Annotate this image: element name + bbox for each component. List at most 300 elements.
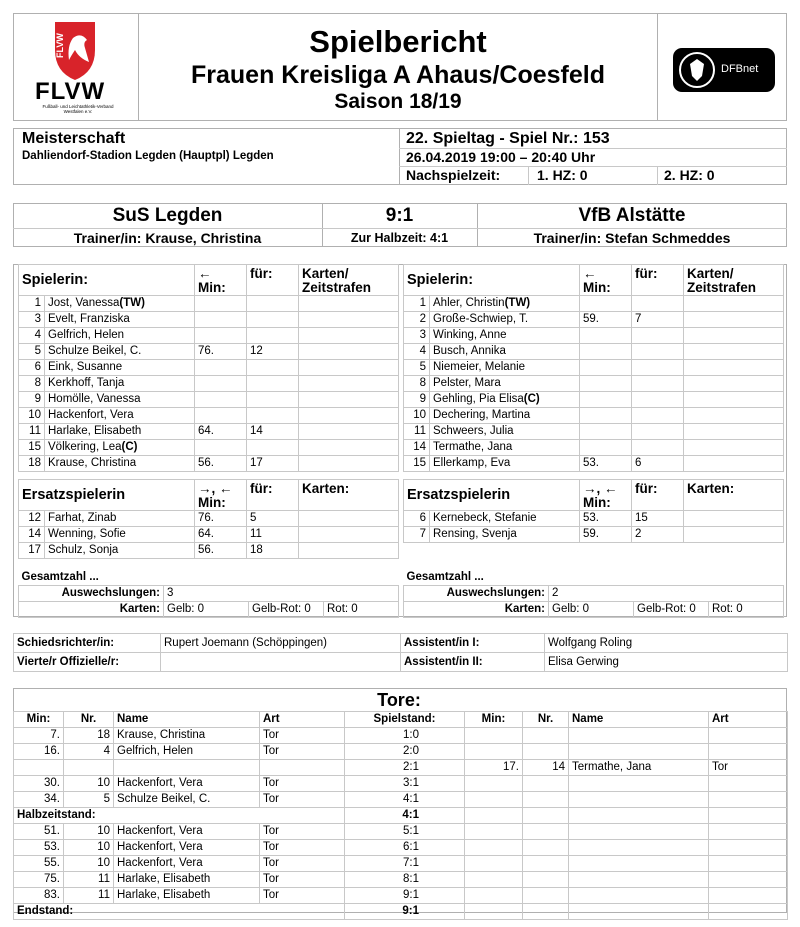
match-venue: Dahliendorf-Stadion Legden (Hauptpl) Legden (22, 150, 274, 162)
table-row (19, 456, 399, 472)
cards (299, 360, 399, 376)
player-number: 8 (404, 376, 430, 392)
player-number: 11 (19, 424, 45, 440)
goal-type: Tor (260, 824, 345, 840)
cards (299, 456, 399, 472)
cards (299, 392, 399, 408)
away-header-player: Spielerin: (404, 265, 580, 296)
sub-for: 15 (632, 511, 684, 527)
goal-number (523, 824, 569, 840)
player-name (45, 328, 195, 344)
subs-count-label: Auswechslungen: (404, 586, 549, 602)
cards (684, 392, 784, 408)
totals-label: Gesamtzahl ... (21, 571, 99, 583)
player-name (45, 376, 195, 392)
table-row (404, 312, 784, 328)
table-row (14, 824, 788, 840)
match-info-vline1 (528, 166, 529, 185)
away-subs-header-min: →, ← Min: (580, 480, 632, 511)
goal-number (64, 760, 114, 776)
goal-minute (465, 744, 523, 760)
subs-count-label: Auswechslungen: (19, 586, 164, 602)
home-header-min: ← Min: (195, 265, 247, 296)
player-name (430, 456, 580, 472)
away-totals-table (403, 570, 784, 618)
totals-label: Gesamtzahl ... (406, 571, 484, 583)
sub-minute (195, 408, 247, 424)
sub-minute: 59. (580, 527, 632, 543)
sub-minute (580, 440, 632, 456)
fourth-official-name (161, 653, 401, 672)
player-number: 11 (404, 424, 430, 440)
player-name (430, 376, 580, 392)
player-name-text: Jost, Vanessa (48, 297, 120, 309)
home-header-cards: Karten/ Zeitstrafen (299, 265, 399, 296)
sub-for (247, 312, 299, 328)
away-header-for: für: (632, 265, 684, 296)
goal-minute: 17. (465, 760, 523, 776)
goal-number (523, 856, 569, 872)
player-name (45, 456, 195, 472)
player-name-text: Dechering, Martina (433, 409, 531, 421)
goal-number: 4 (64, 744, 114, 760)
match-type: Meisterschaft (22, 130, 126, 147)
cards (299, 296, 399, 312)
player-name-text: Ahler, Christin (433, 297, 505, 309)
yellow-red-cards: Gelb-Rot: 0 (249, 602, 324, 618)
cards (684, 376, 784, 392)
player-number: 8 (19, 376, 45, 392)
table-row (14, 744, 788, 760)
player-name (430, 440, 580, 456)
player-name-text: Schweers, Julia (433, 425, 514, 437)
cards (684, 456, 784, 472)
goal-number: 10 (64, 776, 114, 792)
table-row (19, 392, 399, 408)
player-name-text: Homölle, Vanessa (48, 393, 141, 405)
player-name (430, 392, 580, 408)
sub-minute (195, 296, 247, 312)
goal-scorer (569, 872, 709, 888)
sub-minute (195, 328, 247, 344)
goal-type: Tor (260, 840, 345, 856)
table-row (14, 856, 788, 872)
goal-number (523, 840, 569, 856)
goal-scorer (569, 744, 709, 760)
goal-minute: 51. (14, 824, 64, 840)
assistant1-name: Wolfgang Roling (545, 634, 788, 653)
sub-for (247, 408, 299, 424)
cards (299, 527, 399, 543)
table-row (404, 511, 784, 527)
subs-count: 3 (164, 586, 399, 602)
player-name (430, 360, 580, 376)
goal-scorer (569, 856, 709, 872)
sub-for (247, 328, 299, 344)
empty-cell (523, 904, 569, 920)
home-subs-header-cards: Karten: (299, 480, 399, 511)
goal-number: 10 (64, 856, 114, 872)
goal-score: 4:1 (345, 792, 465, 808)
dfbnet-logo-text: DFBnet (721, 63, 759, 75)
away-team: VfB Alstätte (578, 205, 686, 226)
table-row (19, 312, 399, 328)
table-row (19, 376, 399, 392)
goal-number: 18 (64, 728, 114, 744)
cards (299, 312, 399, 328)
assistant2-name: Elisa Gerwing (545, 653, 788, 672)
player-name-text: Eink, Susanne (48, 361, 123, 373)
player-name-text: Große-Schwiep, T. (433, 313, 529, 325)
dfbnet-logo (673, 48, 775, 92)
sub-for (247, 296, 299, 312)
goal-minute: 34. (14, 792, 64, 808)
goal-score: 8:1 (345, 872, 465, 888)
goal-scorer: Harlake, Elisabeth (114, 872, 260, 888)
table-row (404, 328, 784, 344)
goal-number (523, 776, 569, 792)
table-row (19, 296, 399, 312)
sub-for (247, 376, 299, 392)
sub-minute: 76. (195, 344, 247, 360)
sub-for (632, 392, 684, 408)
goal-score: 3:1 (345, 776, 465, 792)
final-label: Endstand: (14, 904, 345, 920)
table-row (14, 776, 788, 792)
goal-type (709, 888, 788, 904)
sub-for: 12 (247, 344, 299, 360)
goal-type: Tor (260, 744, 345, 760)
player-number: 7 (404, 527, 430, 543)
sub-for: 2 (632, 527, 684, 543)
empty-cell (465, 808, 523, 824)
goal-scorer: Hackenfort, Vera (114, 824, 260, 840)
player-name (45, 408, 195, 424)
player-number: 18 (19, 456, 45, 472)
player-name-text: Gehling, Pia Elisa (433, 393, 524, 405)
home-subs-header-min: →, ← Min: (195, 480, 247, 511)
referee-name: Rupert Joemann (Schöppingen) (161, 634, 401, 653)
table-row (19, 511, 399, 527)
goal-number: 14 (523, 760, 569, 776)
goal-minute: 7. (14, 728, 64, 744)
sub-minute: 56. (195, 543, 247, 559)
player-name (430, 328, 580, 344)
player-number: 15 (404, 456, 430, 472)
officials-table (13, 633, 788, 672)
empty-cell (569, 904, 709, 920)
goal-minute: 55. (14, 856, 64, 872)
sub-minute: 64. (195, 527, 247, 543)
player-name-text: Hackenfort, Vera (48, 409, 134, 421)
match-datetime: 26.04.2019 19:00 – 20:40 Uhr (406, 149, 596, 165)
goal-type (709, 840, 788, 856)
goal-scorer: Krause, Christina (114, 728, 260, 744)
player-name-text: Niemeier, Melanie (433, 361, 526, 373)
player-name: Wenning, Sofie (45, 527, 195, 543)
cards (299, 511, 399, 527)
table-row (404, 376, 784, 392)
extra-time-label: Nachspielzeit: (406, 167, 501, 183)
player-number: 10 (19, 408, 45, 424)
cards (299, 376, 399, 392)
player-number: 14 (404, 440, 430, 456)
player-number: 2 (404, 312, 430, 328)
sub-minute: 76. (195, 511, 247, 527)
goals-header-art: Art (260, 712, 345, 728)
table-row (19, 360, 399, 376)
goal-scorer: Hackenfort, Vera (114, 856, 260, 872)
table-row (14, 728, 788, 744)
table-row (404, 440, 784, 456)
table-row (14, 792, 788, 808)
goals-header-min: Min: (14, 712, 64, 728)
player-number: 12 (19, 511, 45, 527)
sub-minute (580, 344, 632, 360)
sub-minute (580, 376, 632, 392)
goal-number: 5 (64, 792, 114, 808)
goal-number: 11 (64, 888, 114, 904)
away-subs-header-player: Ersatzspielerin (404, 480, 580, 511)
table-row (14, 872, 788, 888)
table-row (19, 440, 399, 456)
sub-for (632, 424, 684, 440)
assistant1-label: Assistent/in I: (401, 634, 545, 653)
away-subs-header-cards: Karten: (684, 480, 784, 511)
goal-number: 10 (64, 824, 114, 840)
table-row (19, 408, 399, 424)
goal-minute: 16. (14, 744, 64, 760)
sub-for (632, 296, 684, 312)
goal-number (523, 792, 569, 808)
goal-type: Tor (260, 792, 345, 808)
goals-title: Tore: (377, 690, 421, 710)
goal-score: 1:0 (345, 728, 465, 744)
table-row (19, 344, 399, 360)
home-header-player: Spielerin: (19, 265, 195, 296)
fourth-official-label: Vierte/r Offizielle/r: (14, 653, 161, 672)
goal-type (260, 760, 345, 776)
matchday: 22. Spieltag - Spiel Nr.: 153 (406, 130, 610, 147)
goal-type: Tor (709, 760, 788, 776)
yellow-cards: Gelb: 0 (549, 602, 634, 618)
away-header-min: ← Min: (580, 265, 632, 296)
season-title: Saison 18/19 (334, 90, 462, 113)
sub-minute (195, 312, 247, 328)
empty-cell (569, 808, 709, 824)
goal-score: 2:1 (345, 760, 465, 776)
goal-type (709, 872, 788, 888)
goal-type: Tor (260, 776, 345, 792)
goal-scorer: Termathe, Jana (569, 760, 709, 776)
flvw-logo (27, 18, 127, 116)
player-name-text: Ellerkamp, Eva (433, 457, 511, 469)
home-subs-header-for: für: (247, 480, 299, 511)
sub-minute (580, 408, 632, 424)
player-name (45, 312, 195, 328)
away-lineup-table (403, 264, 784, 472)
match-info-vline2 (657, 166, 658, 185)
cards-label: Karten: (404, 602, 549, 618)
cards (299, 408, 399, 424)
player-name (430, 296, 580, 312)
goal-minute: 75. (14, 872, 64, 888)
table-row (404, 527, 784, 543)
home-subs-table (18, 479, 399, 559)
score-hline (13, 228, 787, 229)
player-role-badge: (TW) (504, 297, 531, 309)
goal-type (709, 728, 788, 744)
sub-for: 17 (247, 456, 299, 472)
goal-number (523, 744, 569, 760)
goal-score: 2:0 (345, 744, 465, 760)
final-value: 9:1 (345, 904, 465, 920)
sub-minute (580, 296, 632, 312)
yellow-red-cards: Gelb-Rot: 0 (634, 602, 709, 618)
cards (684, 296, 784, 312)
goal-scorer (569, 888, 709, 904)
home-lineup-table (18, 264, 399, 472)
cards (299, 344, 399, 360)
player-name: Schulz, Sonja (45, 543, 195, 559)
cards (299, 543, 399, 559)
sub-for: 18 (247, 543, 299, 559)
sub-for: 11 (247, 527, 299, 543)
table-row (19, 424, 399, 440)
referee-label: Schiedsrichter/in: (14, 634, 161, 653)
cards (684, 440, 784, 456)
goal-score: 6:1 (345, 840, 465, 856)
goal-minute: 83. (14, 888, 64, 904)
sub-for: 7 (632, 312, 684, 328)
goal-minute (465, 888, 523, 904)
sub-minute (195, 392, 247, 408)
table-row (19, 328, 399, 344)
player-name (430, 408, 580, 424)
cards (684, 312, 784, 328)
assistant2-label: Assistent/in II: (401, 653, 545, 672)
player-name (430, 424, 580, 440)
goals-header-name: Name (114, 712, 260, 728)
flvw-logo-text: FLVW (35, 78, 106, 105)
goal-minute (14, 760, 64, 776)
table-row (404, 360, 784, 376)
cards (299, 424, 399, 440)
player-name-text: Termathe, Jana (433, 441, 513, 453)
sub-for (247, 392, 299, 408)
player-name-text: Winking, Anne (433, 329, 507, 341)
goal-number: 10 (64, 840, 114, 856)
goal-type (709, 776, 788, 792)
sub-for (632, 344, 684, 360)
sub-minute (580, 360, 632, 376)
cards (684, 344, 784, 360)
extra-time-ht2: 2. HZ: 0 (664, 167, 715, 183)
sub-for (632, 360, 684, 376)
table-row (14, 888, 788, 904)
player-name: Rensing, Svenja (430, 527, 580, 543)
player-role-badge: (C) (121, 441, 138, 453)
svg-text:FLVW: FLVW (55, 33, 65, 58)
player-number: 5 (404, 360, 430, 376)
empty-cell (709, 904, 788, 920)
player-number: 9 (19, 392, 45, 408)
table-row (19, 543, 399, 559)
sub-minute: 53. (580, 456, 632, 472)
table-row (404, 296, 784, 312)
sub-for: 14 (247, 424, 299, 440)
match-info-divider (399, 128, 400, 185)
goal-scorer: Hackenfort, Vera (114, 840, 260, 856)
player-name (45, 344, 195, 360)
cards (684, 424, 784, 440)
goal-minute: 53. (14, 840, 64, 856)
sub-for (247, 360, 299, 376)
away-subs-table (403, 479, 784, 543)
goals-header-score: Spielstand: (345, 712, 465, 728)
sub-minute (195, 360, 247, 376)
goal-number (523, 872, 569, 888)
goal-type: Tor (260, 728, 345, 744)
goal-minute (465, 776, 523, 792)
goal-type: Tor (260, 856, 345, 872)
home-team: SuS Legden (112, 205, 223, 226)
sub-minute: 59. (580, 312, 632, 328)
goal-score: 5:1 (345, 824, 465, 840)
away-header-cards: Karten/ Zeitstrafen (684, 265, 784, 296)
goals-header-name: Name (569, 712, 709, 728)
halftime-score: Zur Halbzeit: 4:1 (350, 231, 449, 245)
halftime-label: Halbzeitstand: (14, 808, 345, 824)
player-number: 3 (19, 312, 45, 328)
player-number: 3 (404, 328, 430, 344)
goal-number (523, 888, 569, 904)
goal-scorer (569, 824, 709, 840)
goals-header-min: Min: (465, 712, 523, 728)
goal-type (709, 792, 788, 808)
goal-scorer: Schulze Beikel, C. (114, 792, 260, 808)
cards (684, 328, 784, 344)
home-header-for: für: (247, 265, 299, 296)
player-role-badge: (C) (523, 393, 540, 405)
player-name (45, 392, 195, 408)
sub-minute (195, 376, 247, 392)
player-number: 4 (404, 344, 430, 360)
player-name-text: Krause, Christina (48, 457, 137, 469)
sub-for (632, 376, 684, 392)
player-name (45, 424, 195, 440)
player-name-text: Gelfrich, Helen (48, 329, 125, 341)
goal-type (709, 856, 788, 872)
player-role-badge: (TW) (119, 297, 145, 309)
halftime-value: 4:1 (345, 808, 465, 824)
home-totals-table (18, 570, 399, 618)
cards (684, 360, 784, 376)
goal-type: Tor (260, 888, 345, 904)
home-coach: Trainer/in: Krause, Christina (73, 230, 262, 246)
dfb-eagle-icon (677, 50, 717, 90)
goal-number: 11 (64, 872, 114, 888)
cards (299, 328, 399, 344)
cards (684, 527, 784, 543)
goal-minute (465, 872, 523, 888)
player-name: Kernebeck, Stefanie (430, 511, 580, 527)
player-number: 10 (404, 408, 430, 424)
player-number: 14 (19, 527, 45, 543)
goal-scorer (114, 760, 260, 776)
table-row (404, 424, 784, 440)
sub-minute (580, 328, 632, 344)
